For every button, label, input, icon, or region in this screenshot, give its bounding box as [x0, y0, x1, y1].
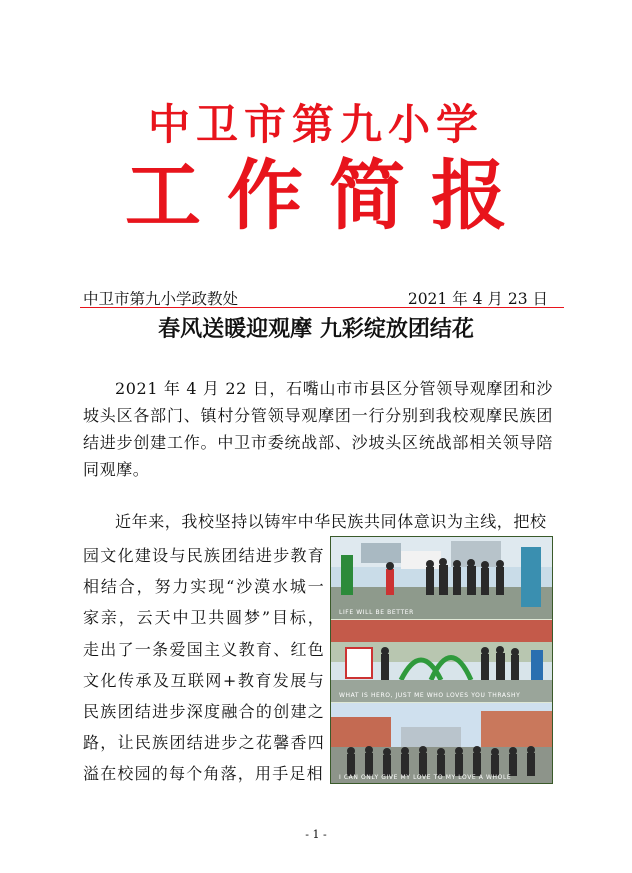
brief-title: 工作简报 — [125, 151, 533, 240]
paragraph-2-first-line: 近年来，我校坚持以铸牢中华民族共同体意识为主线，把校 — [115, 512, 547, 531]
photo-1 — [331, 537, 552, 619]
issue-date: 2021 年 4 月 23 日 — [407, 290, 548, 308]
photo-collage — [330, 536, 553, 784]
photo-2-caption: WHAT IS HERO, JUST ME WHO LOVES YOU THRASHY — [339, 692, 521, 699]
header-rule — [80, 307, 564, 308]
issuer: 中卫市第九小学政教处 — [83, 290, 239, 308]
article-title: 春风送暖迎观摩 九彩绽放团结花 — [158, 316, 474, 342]
paragraph-2-wrapped: 园文化建设与民族团结进步教育相结合，努力实现“沙漠水城一家亲，云天中卫共圆梦”目标，走出了一条爱国主义教育、红色文化传承及互联网+教育发展与民族团结进步深度融合的创建之路，让民族团结进步之花馨香四溢在校园的每个角落，用手足相 — [83, 546, 325, 784]
photo-3 — [331, 703, 552, 784]
page-number: - 1 - — [305, 828, 327, 841]
photo-3-caption: I CAN ONLY GIVE MY LOVE TO MY LOVE A WHOLE — [339, 774, 512, 781]
paragraph-1: 2021 年 4 月 22 日，石嘴山市市县区分管领导观摩团和沙坡头区各部门、镇村分管领导观摩团一行分别到我校观摩民族团结进步创建工作。中卫市委统战部、沙坡头区统战部相关领导陪同观摩。 — [83, 379, 553, 479]
school-name: 中卫市第九小学 — [147, 100, 484, 149]
photo-2 — [331, 620, 552, 702]
photo-1-caption: LIFE WILL BE BETTER — [339, 609, 414, 616]
